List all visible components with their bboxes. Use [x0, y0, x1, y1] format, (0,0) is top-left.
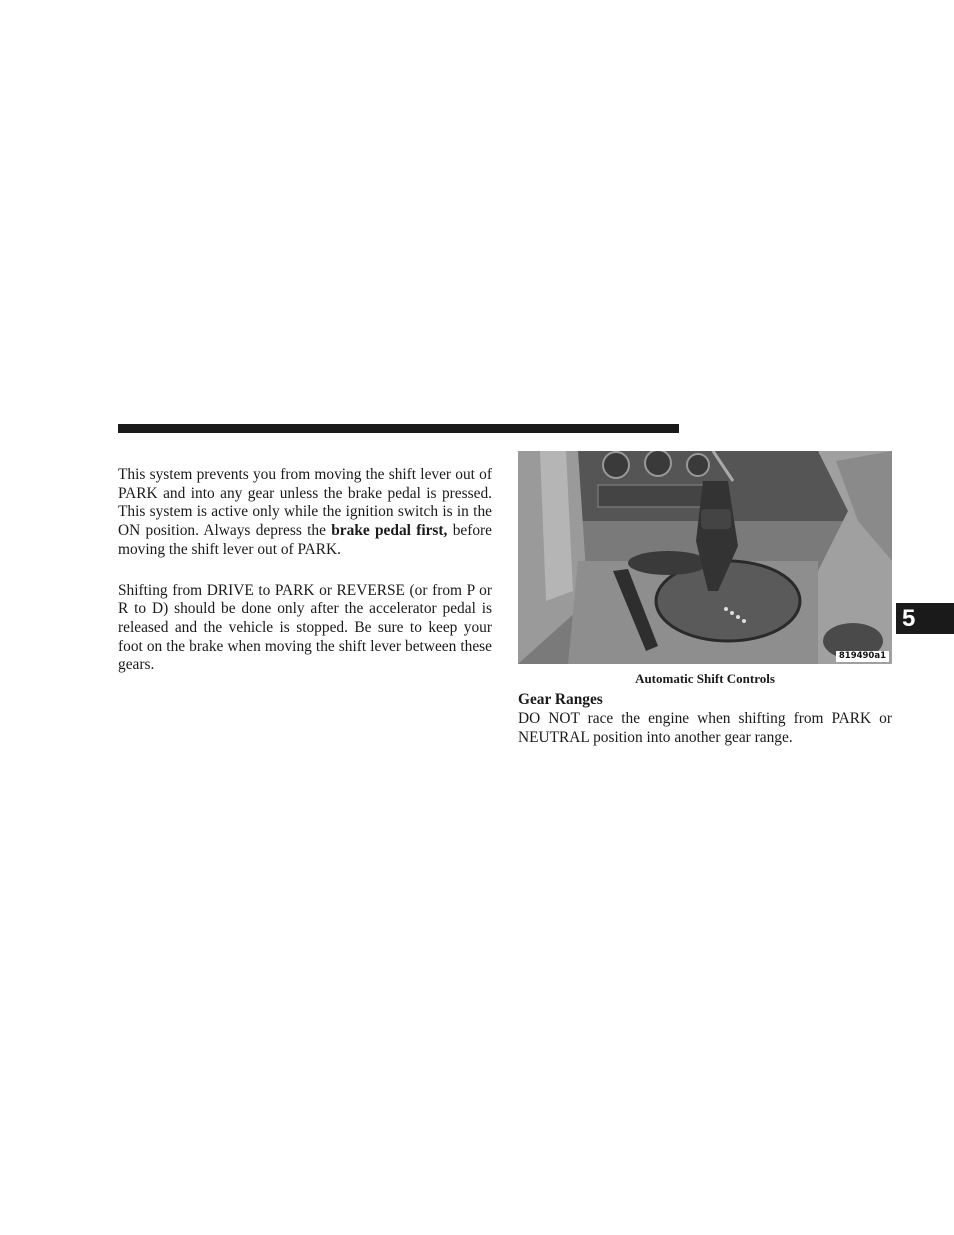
- figure-caption: Automatic Shift Controls: [635, 671, 775, 686]
- chapter-tab: [896, 603, 954, 634]
- left-column: [118, 466, 492, 675]
- bold-emphasis: brake pedal first,: [331, 522, 448, 540]
- figure-code: 819490a1: [836, 651, 889, 662]
- shifting-paragraph: Shifting from DRIVE to PARK or REVERSE (or from P or R to D) should be done only after the accelerator pedal is released and the vehicle is stopped. Be sure to keep your foot on the brake when moving the shift lever between these gears.: [118, 581, 492, 674]
- brake-interlock-paragraph: This system prevents you from moving the shift lever out of PARK and into any gear unless the brake pedal is pressed. This system is active only while the ignition switch is in the ON position. Always depress the brake pedal first, before moving the shift lever out of PARK.: [118, 466, 492, 558]
- shift-controls-illustration: [518, 451, 892, 664]
- chapter-number: 5: [902, 605, 916, 632]
- gear-ranges-heading: Gear Ranges: [518, 691, 603, 708]
- gear-ranges-paragraph: DO NOT race the engine when shifting from PARK or NEUTRAL position into another gear range.: [518, 710, 892, 746]
- section-divider-rule: [118, 424, 679, 433]
- shift-controls-photo: [518, 451, 892, 664]
